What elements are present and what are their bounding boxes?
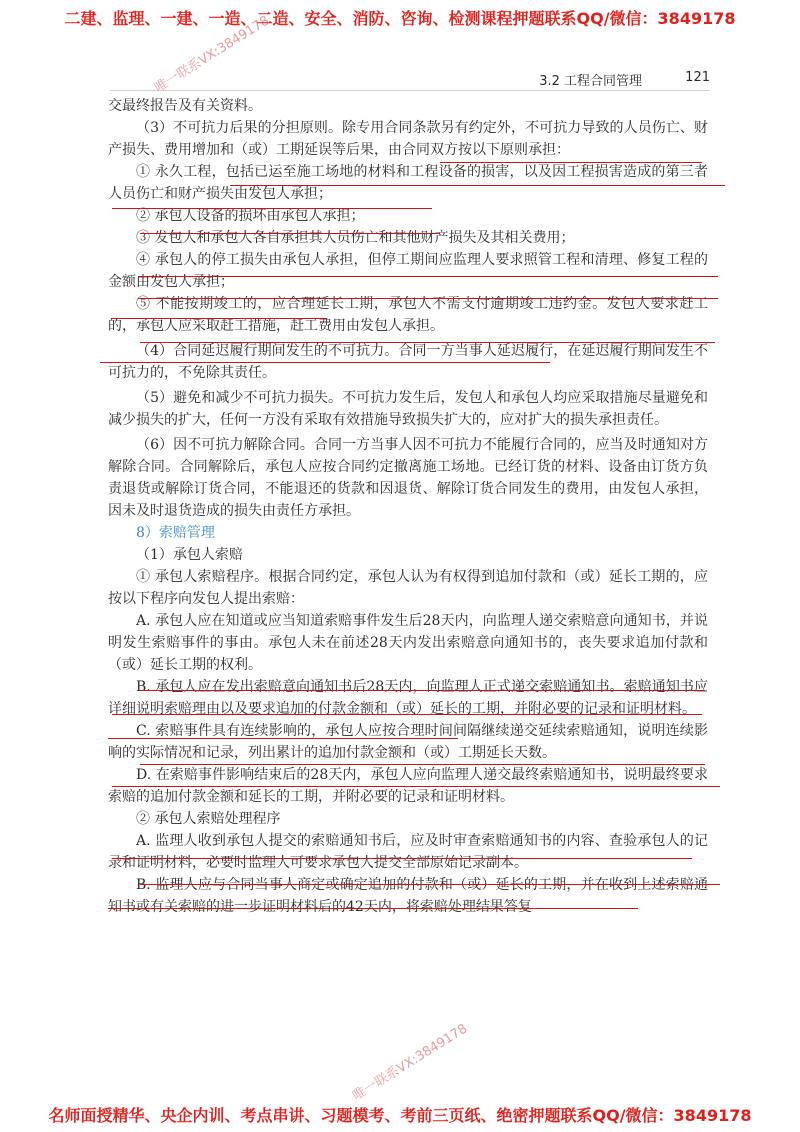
list-item-contractor-equipment: ② 承包人设备的损坏由承包人承担； bbox=[136, 208, 365, 224]
section-title: 3.2 工程合同管理 bbox=[539, 74, 642, 89]
paragraph-claim-procedure: ① 承包人索赔程序。根据合同约定，承包人认为有权得到追加付款和（或）延长工期的，应按以下程序向发包人提出索赔： bbox=[108, 569, 708, 607]
list-item-handling-a: A. 监理人收到承包人提交的索赔通知书后，应及时审查索赔通知书的内容、查验承包人的记录和证明材料，必要时监理人可要求承包人提交全部原始记录副本。 bbox=[108, 833, 708, 871]
list-item-stoppage-losses: ④ 承包人的停工损失由承包人承担，但停工期间应监理人要求照管工程和清理、修复工程的金额由发包人承担； bbox=[108, 252, 708, 290]
bottom-promo-banner: 名师面授精华、央企内训、考点串讲、习题模考、考前三页纸、绝密押题联系QQ/微信：3849178 bbox=[48, 1106, 752, 1125]
subheading-claim-handling: ② 承包人索赔处理程序 bbox=[136, 811, 281, 827]
underline-mark bbox=[440, 162, 702, 163]
underline-mark bbox=[112, 714, 702, 715]
underline-mark bbox=[112, 208, 432, 209]
list-item-claim-a: A. 承包人应在知道或应当知道索赔事件发生后28天内，向监理人递交索赔意向通知书，并说明发生索赔事件的事由。承包人未在前述28天内发出索赔意向通知书的，丧失要求追加付款和（或）延长工期的权利。 bbox=[108, 613, 708, 673]
underline-mark bbox=[230, 185, 725, 186]
list-item-personnel-losses: ③ 发包人和承包人各自承担其人员伤亡和其他财产损失及其相关费用； bbox=[136, 230, 575, 246]
top-promo-banner: 二建、监理、一建、一造、二造、安全、消防、咨询、检测课程押题联系QQ/微信：3849178 bbox=[64, 9, 736, 28]
list-item-claim-d: D. 在索赔事件影响结束后的28天内，承包人应向监理人递交最终索赔通知书，说明最终要求索赔的追加付款金额和延长的工期，并附必要的记录和证明材料。 bbox=[108, 767, 708, 805]
section-heading-claims: 8）索赔管理 bbox=[136, 525, 215, 541]
paragraph-force-majeure-principles: （3）不可抗力后果的分担原则。除专用合同条款另有约定外，不可抗力导致的人员伤亡、财产损失、费用增加和（或）工期延误等后果，由合同双方按以下原则承担： bbox=[108, 120, 708, 158]
page-body bbox=[108, 95, 708, 918]
page-number: 121 bbox=[685, 70, 710, 85]
underline-mark bbox=[112, 786, 720, 787]
list-item-claim-c: C. 索赔事件具有连续影响的，承包人应按合理时间间隔继续递交延续索赔通知，说明连续影响的实际情况和记录，列出累计的追加付款金额和（或）工期延长天数。 bbox=[108, 723, 708, 761]
underline-mark bbox=[138, 298, 718, 299]
underline-mark bbox=[140, 342, 715, 343]
underline-mark bbox=[140, 884, 720, 885]
watermark-top: 唯一联系VX:3849178 bbox=[152, 13, 273, 97]
watermark-bottom: 唯一联系VX:3849178 bbox=[350, 1021, 471, 1105]
paragraph-continuation: 交最终报告及有关资料。 bbox=[108, 98, 262, 114]
paragraph-contract-termination: （6）因不可抗力解除合同。合同一方当事人因不可抗力不能履行合同的，应当及时通知对方解除合同。合同解除后，承包人应按合同约定撤离施工场地。已经订货的材料、设备由订货方负责退货或解除订货合同，不能退还的货款和因退货、解除订货合同发生的费用，由发包人承担，因未及时退货造成的损失由责任方承担。 bbox=[108, 437, 708, 519]
page-header bbox=[110, 68, 710, 91]
underline-mark bbox=[112, 318, 327, 319]
paragraph-delayed-performance: （4）合同延迟履行期间发生的不可抗力。合同一方当事人延迟履行，在延迟履行期间发生不可抗力的，不免除其责任。 bbox=[108, 343, 708, 381]
underline-mark bbox=[140, 233, 440, 234]
underline-mark bbox=[112, 858, 692, 859]
list-item-permanent-works: ① 永久工程，包括已运至施工场地的材料和工程设备的损害，以及因工程损害造成的第三者人员伤亡和财产损失由发包人承担； bbox=[108, 164, 708, 202]
underline-mark bbox=[140, 764, 705, 765]
list-item-claim-b: B. 承包人应在发出索赔意向通知书后28天内，向监理人正式递交索赔通知书。索赔通知书应详细说明索赔理由以及要求追加的付款金额和（或）延长的工期，并附必要的记录和证明材料。 bbox=[108, 679, 708, 717]
underline-mark bbox=[108, 738, 458, 739]
underline-mark bbox=[100, 362, 550, 363]
subheading-contractor-claims: （1）承包人索赔 bbox=[136, 547, 243, 563]
list-item-completion-delay: ⑤ 不能按期竣工的，应合理延长工期，承包人不需支付逾期竣工违约金。发包人要求赶工的，承包人应采取赶工措施，赶工费用由发包人承担。 bbox=[108, 296, 708, 334]
underline-mark bbox=[140, 690, 705, 691]
underline-mark bbox=[108, 908, 638, 909]
underline-mark bbox=[138, 276, 718, 277]
paragraph-mitigate-losses: （5）避免和减少不可抗力损失。不可抗力发生后，发包人和承包人均应采取措施尽量避免和减少损失的扩大，任何一方没有采取有效措施导致损失扩大的，应对扩大的损失承担责任。 bbox=[108, 390, 708, 428]
list-item-handling-b: B. 监理人应与合同当事人商定或确定追加的付款和（或）延长的工期，并在收到上述索赔通知书或有关索赔的进一步证明材料后的42天内，将索赔处理结果答复 bbox=[108, 877, 708, 915]
